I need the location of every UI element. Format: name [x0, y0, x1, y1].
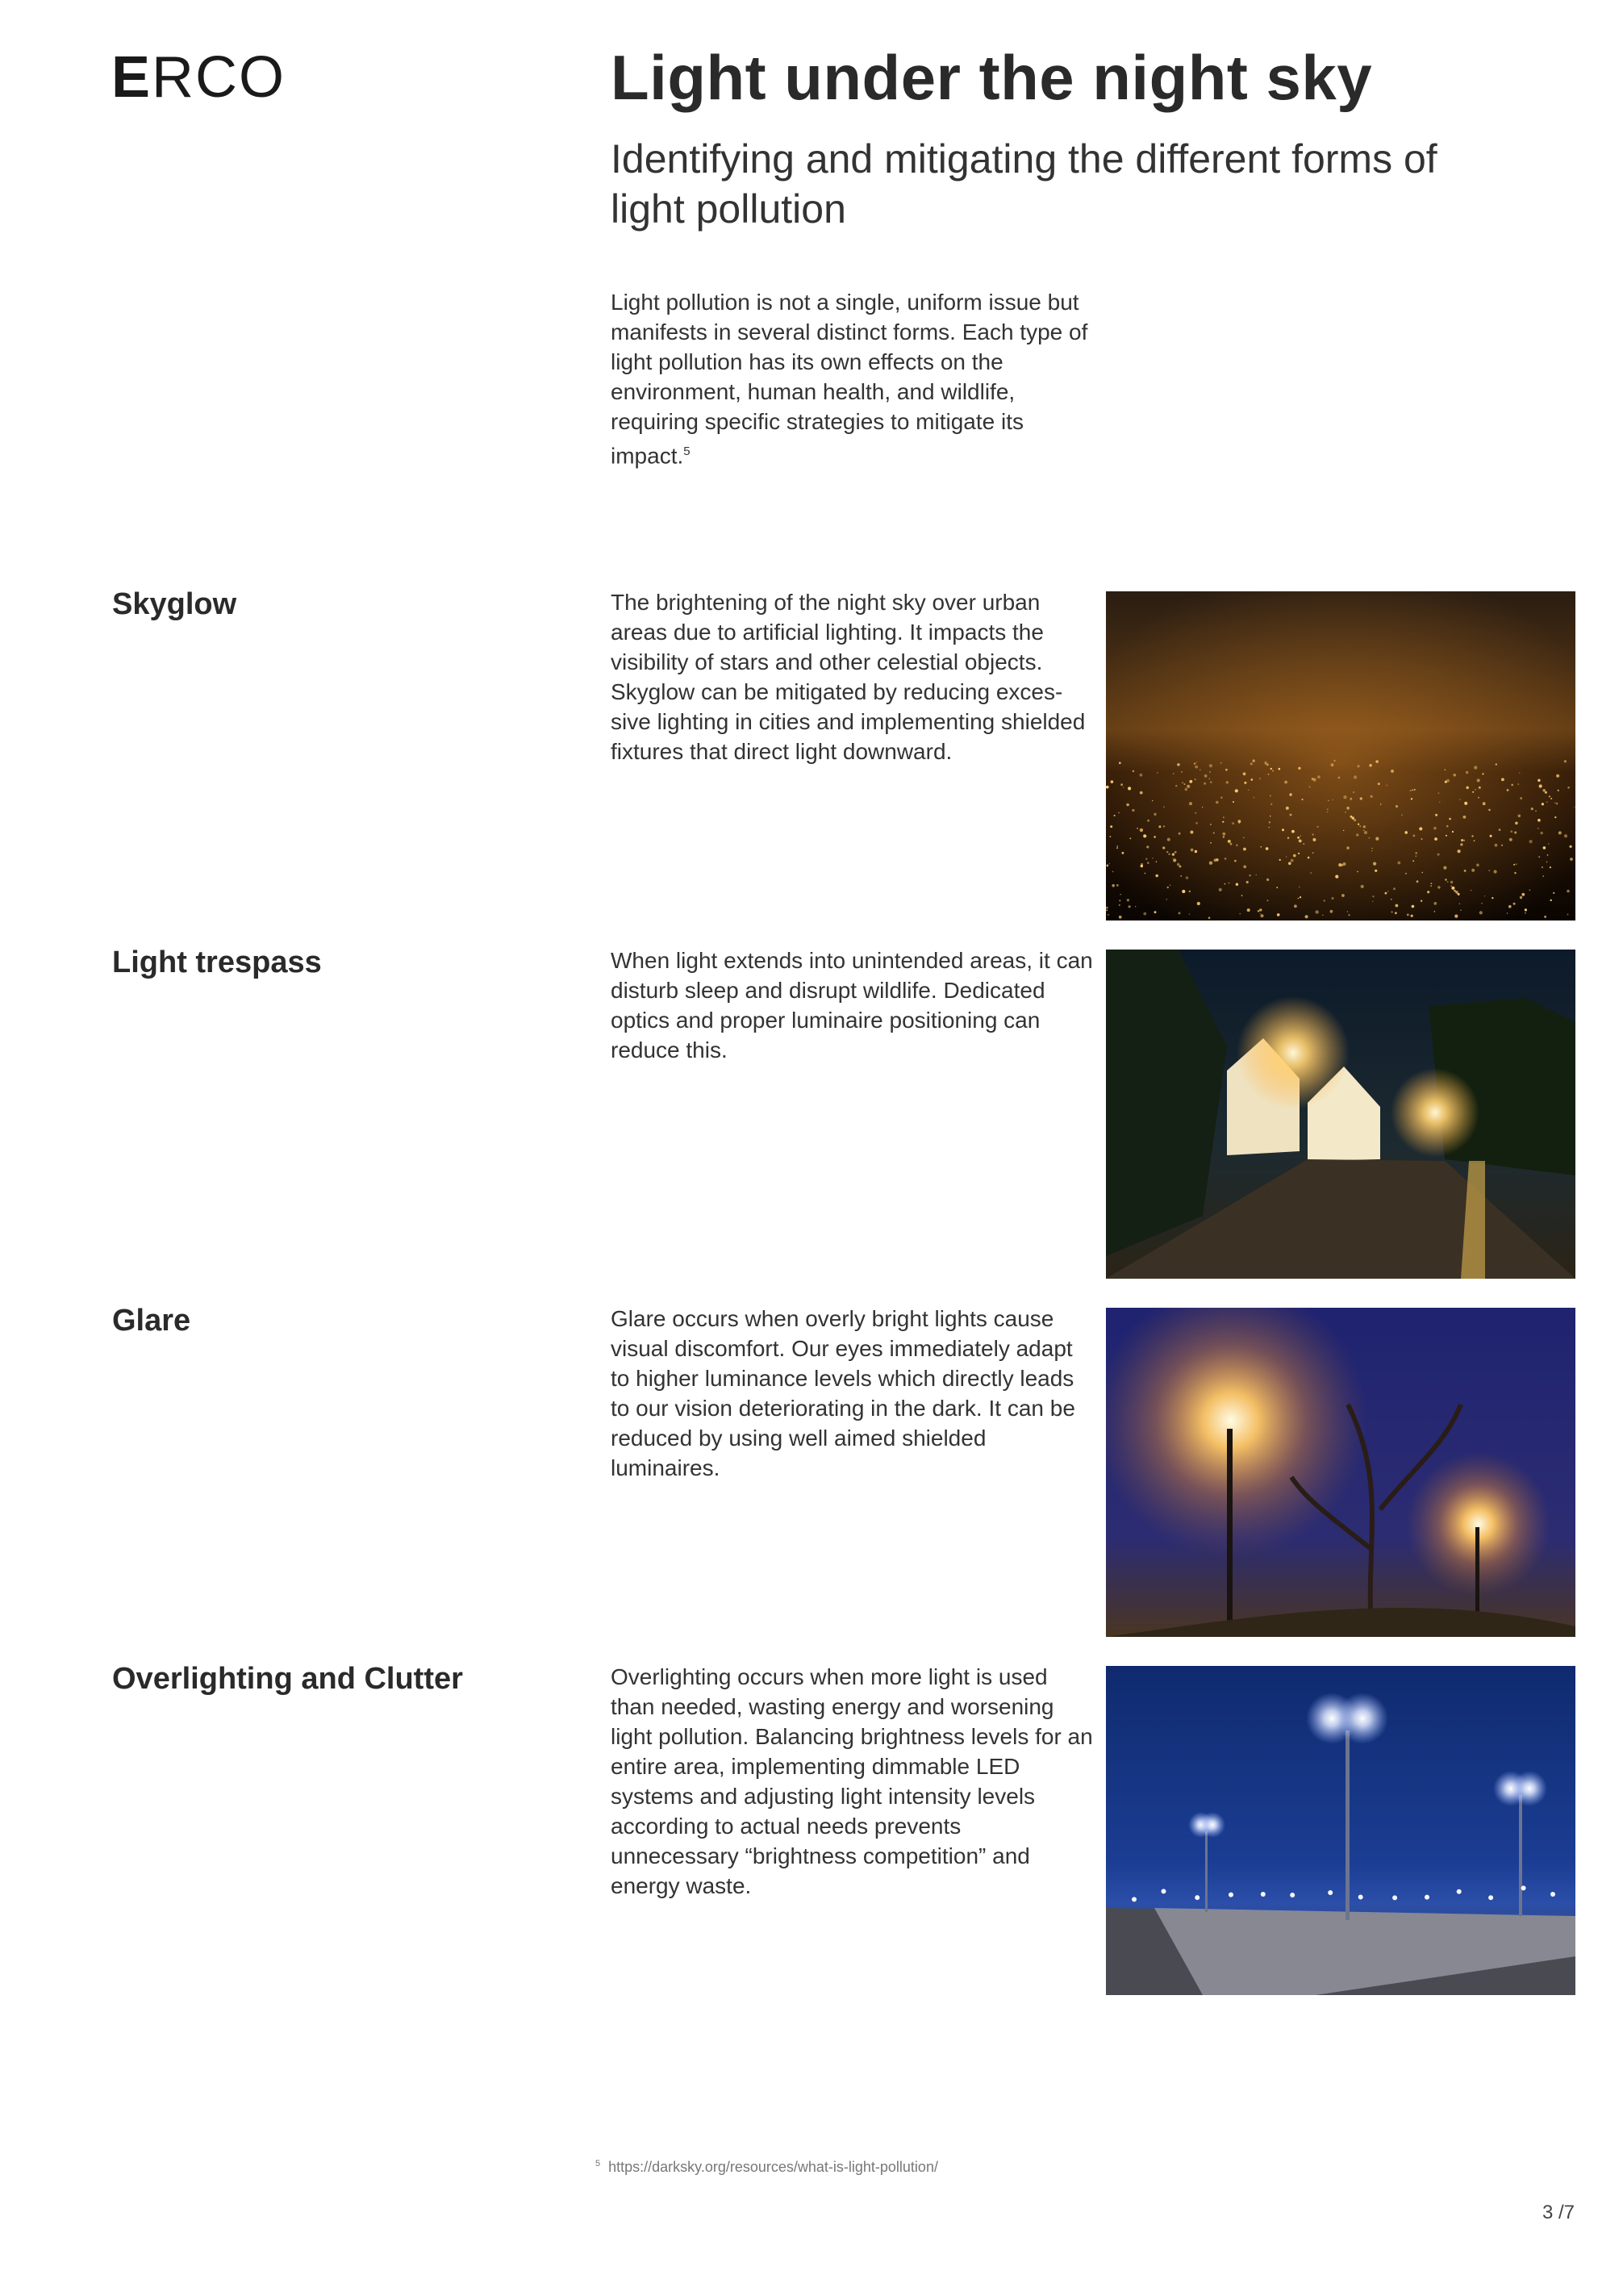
- section-heading-overlighting: Overlighting and Clutter: [112, 1662, 463, 1696]
- page-subtitle: Identifying and mitigating the different forms of light pollution: [611, 136, 1437, 232]
- footnote: $^5$ https://darksky.org/resources/what-is-light-pollution/: [595, 2159, 938, 2175]
- section-heading-skyglow: Skyglow: [112, 587, 237, 621]
- light-trespass-photo: [1106, 950, 1575, 1279]
- section-text-glare: Glare occurs when overly bright lights cause visual discomfort. Our eyes immediately adapt to higher luminance levels which directly leads to our vision deteriorating in the dark. It can be reduced by using well aimed shielded luminaires.: [611, 1306, 1075, 1480]
- overlighting-photo: [1106, 1666, 1575, 1995]
- glare-photo: [1106, 1308, 1575, 1637]
- section-text-light-trespass: When light extends into unintended areas, it can disturb sleep and disrupt wildlife. Dedicated optics and proper luminaire positioning can reduce this.: [611, 948, 1093, 1062]
- intro-paragraph: Light pollution is not a single, uniform issue but manifests in several distinct forms. Each type of light pollution has its own effects on the environment, human health, and wildlife, requiring specific strategies to mitigate its impact.$^5$: [611, 290, 1088, 469]
- page-number: 3 /7: [1542, 2202, 1575, 2223]
- erco-logo: ERCO: [111, 45, 286, 110]
- section-text-overlighting: Overlighting occurs when more light is used than needed, wasting energy and worsening light pollution. Balancing brightness levels for an entire area, implementing dimmable LED systems and adjusting light intensity levels according to actual needs prevents unnecessary “brightness competition” and energy waste.: [611, 1664, 1093, 1898]
- section-heading-glare: Glare: [112, 1304, 191, 1338]
- section-text-skyglow: The brightening of the night sky over urban areas due to artificial lighting. It impacts the visibility of stars and other celestial objects. Skyglow can be mitigated by reducing exces-sive lighting in cities and implementing shielded fixtures that direct light downward.: [611, 590, 1086, 764]
- footnote-link[interactable]: https://darksky.org/resources/what-is-light-pollution/: [608, 2159, 938, 2175]
- section-heading-light-trespass: Light trespass: [112, 946, 322, 979]
- skyglow-photo: [1106, 591, 1575, 920]
- footnote-reference[interactable]: 5: [683, 445, 691, 458]
- page-title: Light under the night sky: [611, 42, 1373, 113]
